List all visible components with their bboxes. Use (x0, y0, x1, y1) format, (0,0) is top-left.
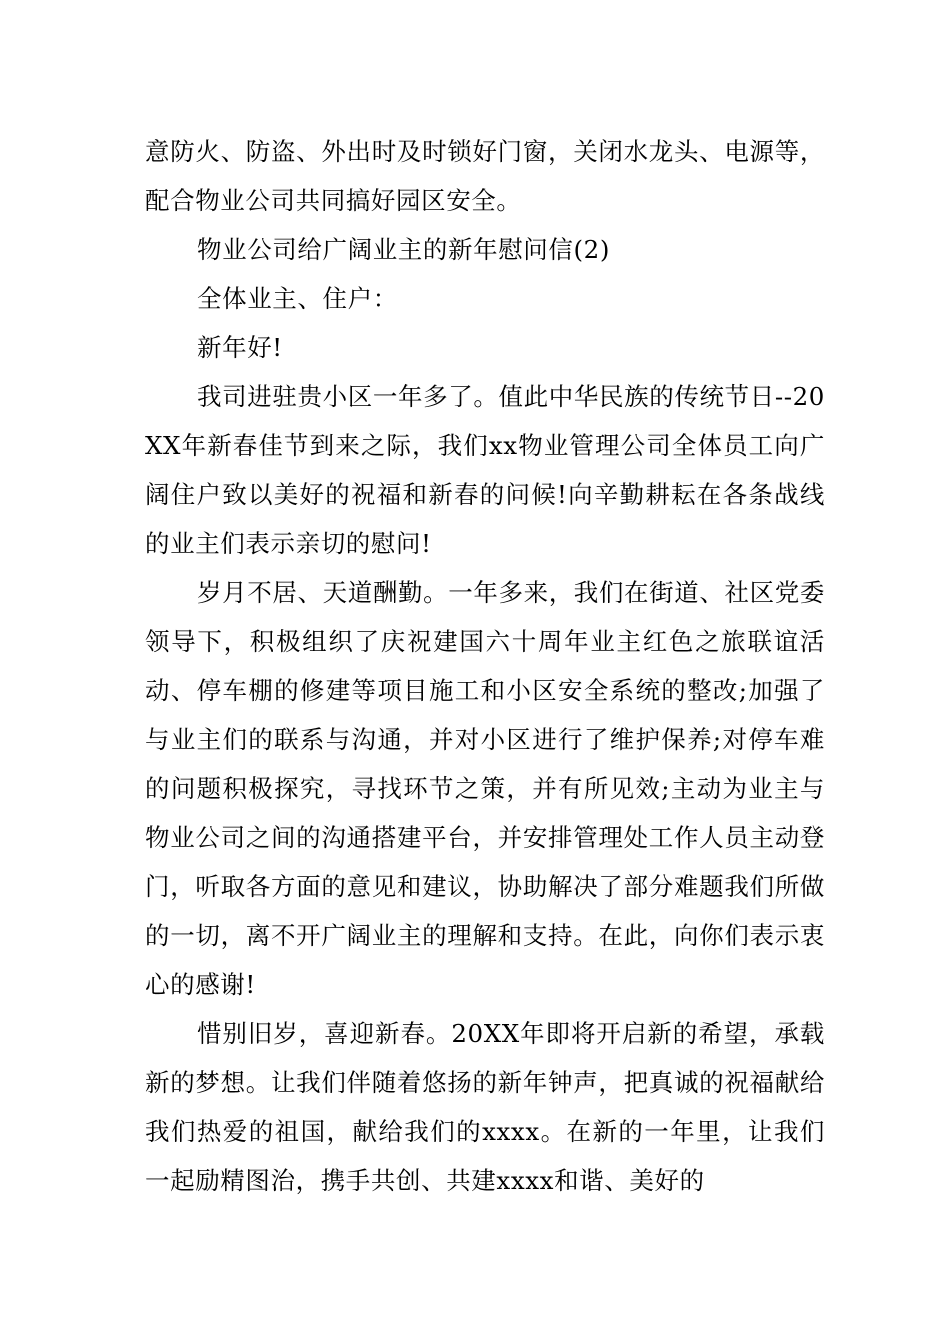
paragraph-intro: 我司进驻贵小区一年多了。值此中华民族的传统节日--20XX年新春佳节到来之际，我们xx物业管理公司全体员工向广阔住户致以美好的祝福和新春的问候!向辛勤耕耘在各条战线的业主们表示亲切的慰问! (145, 382, 825, 558)
document-body (145, 127, 825, 1205)
letter-title: 物业公司给广阔业主的新年慰问信(2) (197, 235, 611, 264)
greeting: 新年好! (197, 333, 283, 362)
paragraph-continuation: 意防火、防盗、外出时及时锁好门窗，关闭水龙头、电源等，配合物业公司共同搞好园区安全。 (145, 137, 825, 215)
paragraph-review: 岁月不居、天道酬勤。一年多来，我们在街道、社区党委领导下，积极组织了庆祝建国六十周年业主红色之旅联谊活动、停车棚的修建等项目施工和小区安全系统的整改;加强了与业主们的联系与沟通，并对小区进行了维护保养;对停车难的问题积极探究，寻找环节之策，并有所见效;主动为业主与物业公司之间的沟通搭建平台，并安排管理处工作人员主动登门，听取各方面的意见和建议，协助解决了部分难题我们所做的一切，离不开广阔业主的理解和支持。在此，向你们表示衷心的感谢! (145, 578, 825, 999)
salutation: 全体业主、住户： (197, 284, 398, 313)
paragraph-new-year: 惜别旧岁，喜迎新春。20XX年即将开启新的希望，承载新的梦想。让我们伴随着悠扬的新年钟声，把真诚的祝福献给我们热爱的祖国，献给我们的xxxx。在新的一年里，让我们一起励精图治，携手共创、共建xxxx和谐、美好的 (145, 1019, 825, 1195)
